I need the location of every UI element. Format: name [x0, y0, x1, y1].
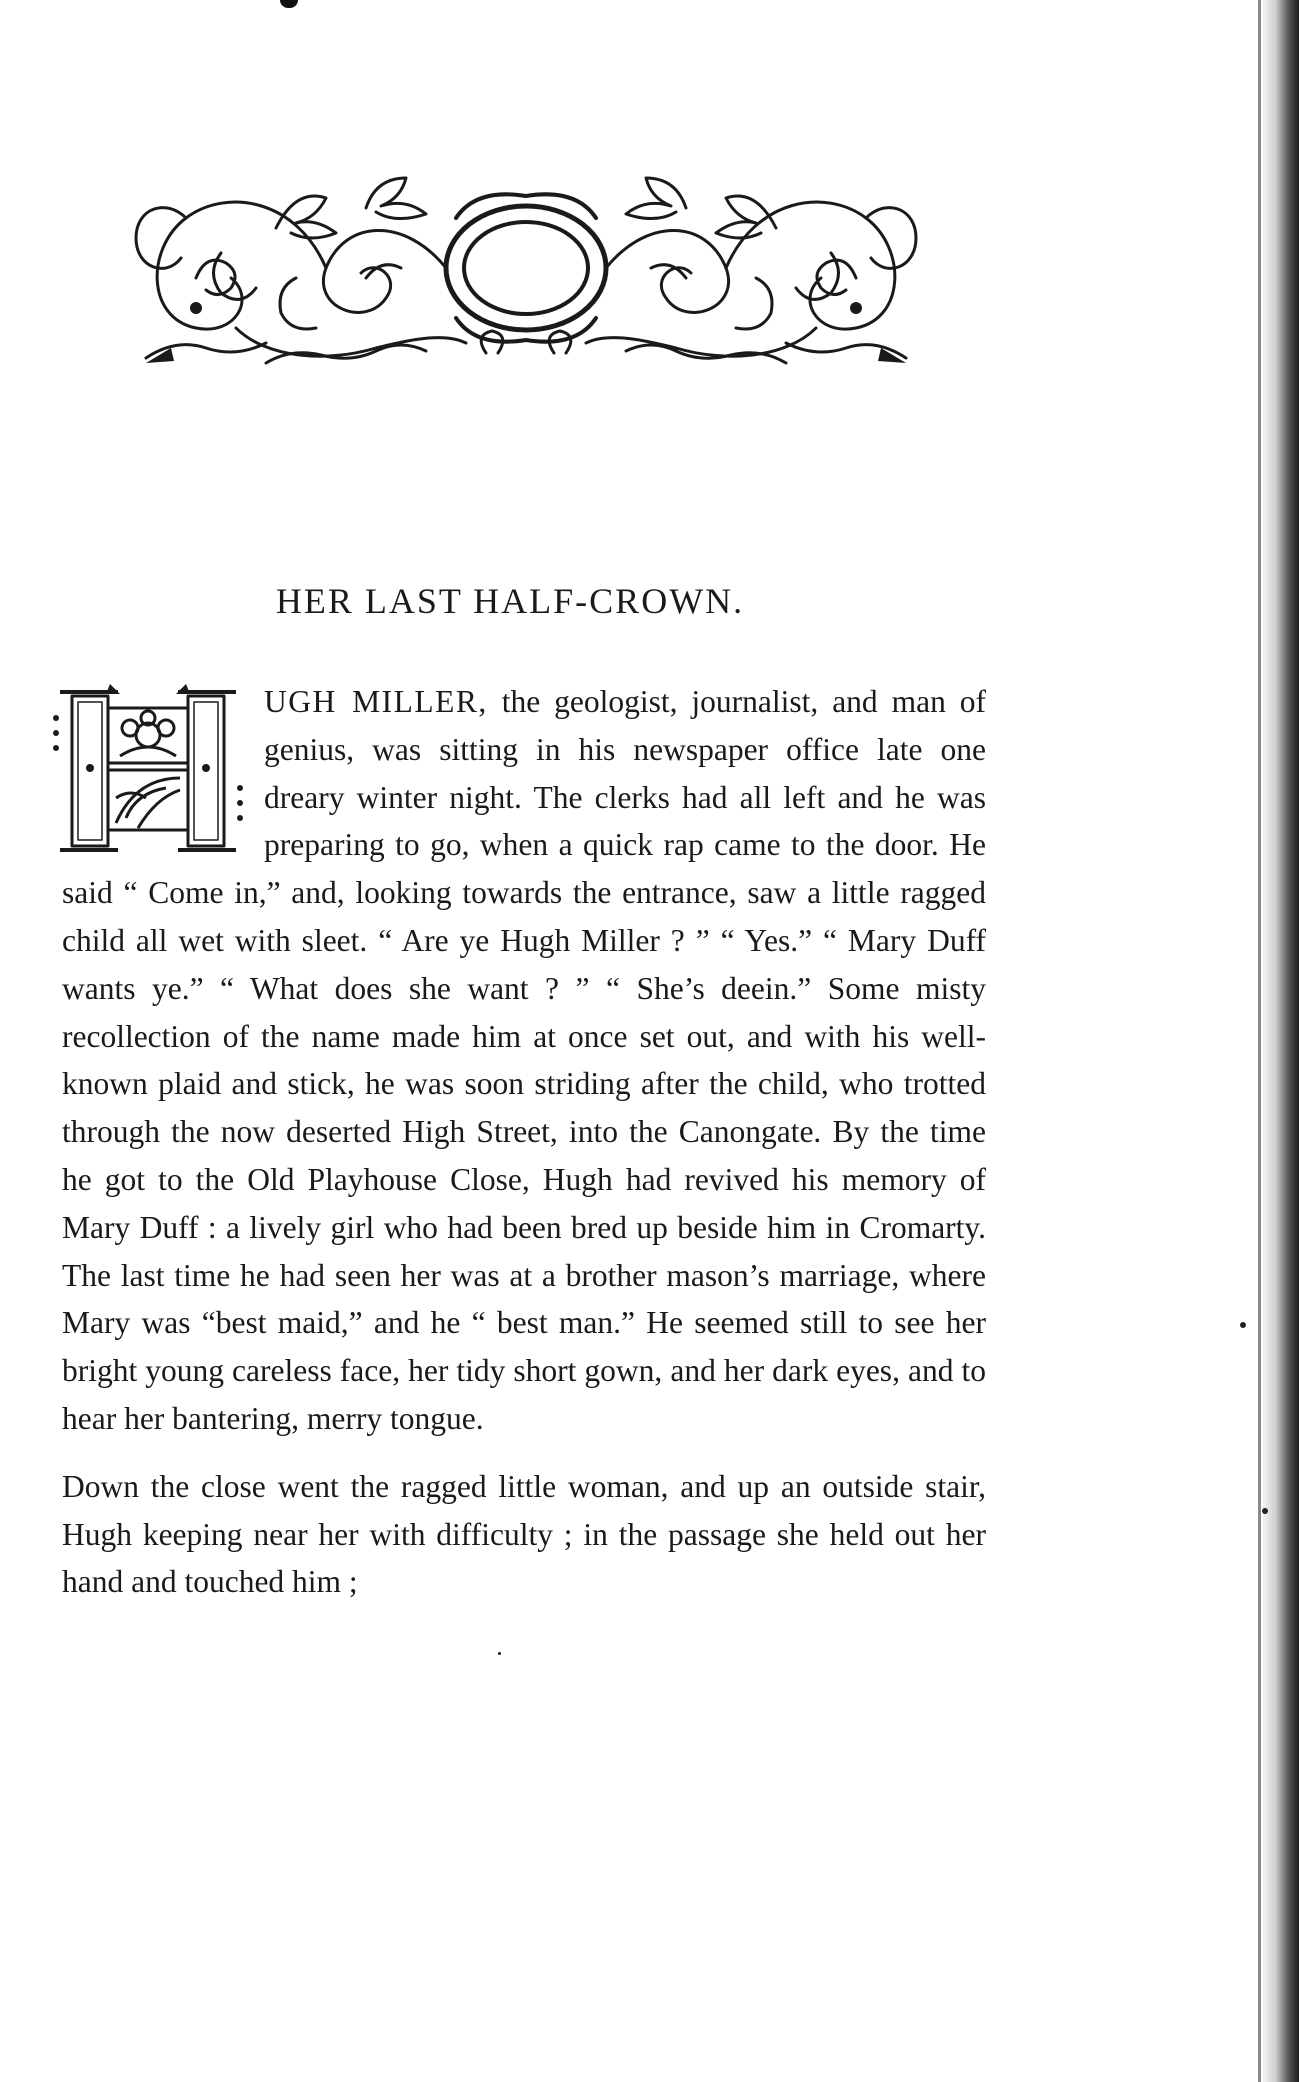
- page-edge-shadow: [1263, 0, 1299, 2082]
- story-body: [62, 678, 986, 1606]
- opening-small-caps: UGH MILLER,: [264, 684, 488, 719]
- page-gutter-line: [1258, 0, 1261, 2082]
- margin-speck: [498, 1652, 501, 1655]
- margin-speck: [1262, 1508, 1268, 1514]
- paragraph-2: Down the close went the ragged little woman, and up an outside stair, Hugh keeping near her with difficulty ; in the passage she held out her hand and touched him ;: [62, 1468, 986, 1600]
- margin-speck: [1240, 1322, 1246, 1328]
- ornamental-headpiece: [126, 158, 926, 370]
- chapter-title: HER LAST HALF-CROWN.: [275, 581, 745, 621]
- paragraph-1: [62, 678, 986, 1443]
- paragraph-1-text: the geologist, journalist, and man of genius, was sitting in his newspaper office late one dreary winter night. The clerks had all left and he was preparing to go, when a quick rap came to the door. He said “ Come in,” and, looking towards the entrance, saw a little ragged child all wet with sleet. “ Are ye Hugh Miller ? ” “ Yes.” “ Mary Duff wants ye.” “ What does she want ? ” “ She’s deein.” Some misty recollection of the name made him at once set out, and with his well-known plaid and stick, he was soon striding after the child, who trotted through the now deserted High Street, into the Canongate. By the time he got to the Old Playhouse Close, Hugh had revived his memory of Mary Duff : a lively girl who had been bred up beside him in Cromarty. The last time he had seen her was at a brother mason’s marriage, where Mary was “best maid,” and he “ best man.” He seemed still to see her bright young careless face, her tidy short gown, and her dark eyes, and to hear her bantering, merry tongue.: [62, 684, 986, 1436]
- drop-cap-letter: H: [50, 678, 51, 679]
- top-ink-speck: [280, 0, 298, 8]
